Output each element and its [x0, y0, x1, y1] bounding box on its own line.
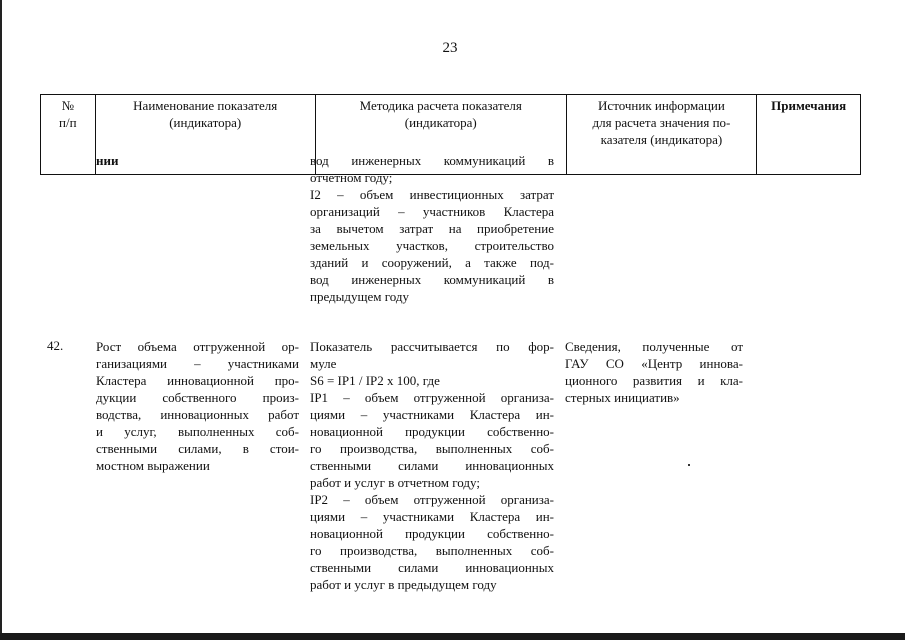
text-line: Рост объема отгруженной ор-	[96, 339, 299, 354]
scan-left-edge	[0, 0, 2, 640]
text-line: ционного развития и кла-	[565, 373, 743, 388]
text-line: мостном выражении	[96, 458, 210, 473]
header-notes-line: Примечания	[771, 98, 847, 113]
text-line: вод инженерных коммуникаций в	[310, 272, 554, 287]
header-method-line: Методика расчета показателя	[359, 98, 522, 113]
header-information-source	[566, 95, 757, 175]
text-line: ГАУ СО «Центр иннова-	[565, 356, 743, 371]
row-indicator-name	[96, 338, 299, 474]
text-line: за вычетом затрат на приобретение	[310, 221, 554, 236]
text-line: новационной продукции собственно-	[310, 526, 554, 541]
text-line: Кластера инновационной про-	[96, 373, 299, 388]
header-name-line: (индикатора)	[169, 115, 242, 130]
text-line: дукции собственного произ-	[96, 390, 299, 405]
text-line: ственными силами, в стои-	[96, 441, 299, 456]
header-number-line: №	[61, 98, 74, 113]
row-calculation-method	[310, 338, 554, 593]
text-line: циями – участниками Кластера ин-	[310, 509, 554, 524]
header-source-line: Источник информации	[598, 98, 725, 113]
continued-calculation-method	[310, 152, 554, 305]
scan-speck	[688, 464, 690, 466]
text-line: работ и услуг в предыдущем году	[310, 577, 497, 592]
page-number: 23	[442, 40, 458, 56]
text-line: IP2 – объем отгруженной организа-	[310, 492, 554, 507]
text-line: земельных участков, строительство	[310, 238, 554, 253]
header-method-line: (индикатора)	[404, 115, 477, 130]
text-line: водства, инновационных работ	[96, 407, 299, 422]
text-line: работ и услуг в отчетном году;	[310, 475, 480, 490]
text-line: организаций – участников Кластера	[310, 204, 554, 219]
text-line: Показатель рассчитывается по фор-	[310, 339, 554, 354]
text-line: ственными силами инновационных	[310, 560, 554, 575]
text-line: вод инженерных коммуникаций в	[310, 153, 554, 168]
text-line: I2 – объем инвестиционных затрат	[310, 187, 554, 202]
text-line: IP1 – объем отгруженной организа-	[310, 390, 554, 405]
text-line: циями – участниками Кластера ин-	[310, 407, 554, 422]
header-number	[41, 95, 96, 175]
header-number-line: п/п	[59, 115, 77, 130]
text-line: нии	[96, 153, 119, 168]
text-line: го производства, выполненных соб-	[310, 441, 554, 456]
text-line: стерных инициатив»	[565, 390, 680, 405]
text-line: новационной продукции собственно-	[310, 424, 554, 439]
text-line: ганизациями – участниками	[96, 356, 299, 371]
row-number: 42.	[47, 338, 64, 353]
formula-line: S6 = IP1 / IP2 x 100, где	[310, 373, 440, 388]
header-source-line: казателя (индикатора)	[600, 132, 723, 147]
text-line: Сведения, полученные от	[565, 339, 743, 354]
text-line: зданий и сооружений, а также под-	[310, 255, 554, 270]
row-information-source	[565, 338, 743, 406]
text-line: предыдущем году	[310, 289, 410, 304]
header-name-line: Наименование показателя	[133, 98, 278, 113]
scan-bottom-edge	[0, 633, 905, 640]
continued-indicator-name	[96, 152, 136, 169]
text-line: ственными силами инновационных	[310, 458, 554, 473]
text-line: отчетном году;	[310, 170, 393, 185]
header-source-line: для расчета значения по-	[592, 115, 731, 130]
text-line: муле	[310, 356, 337, 371]
text-line: и услуг, выполненных соб-	[96, 424, 299, 439]
text-line: го производства, выполненных соб-	[310, 543, 554, 558]
header-notes	[757, 95, 861, 175]
